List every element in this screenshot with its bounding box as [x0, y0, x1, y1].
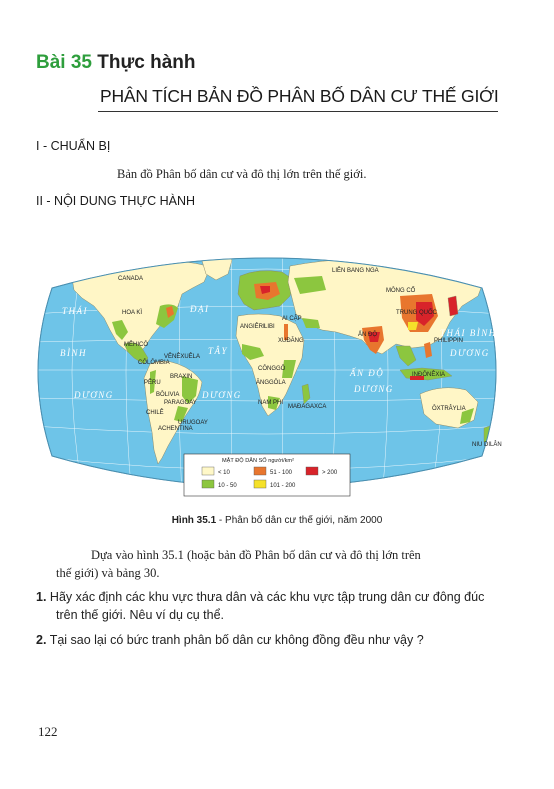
- question-1-number: 1.: [36, 590, 47, 604]
- label-philippin: PHILIPPIN: [434, 338, 464, 344]
- label-angieri: ANGIÊRI: [240, 324, 265, 330]
- title-underline: [98, 111, 498, 112]
- ocean-label-thai-binh-right: THÁI BÌNH: [440, 328, 497, 338]
- label-angola: ĂNGGÔLA: [256, 380, 286, 386]
- label-canada: CANADA: [118, 276, 144, 282]
- question-2: [36, 633, 424, 647]
- label-paraguay: PARAGOAY: [164, 400, 197, 406]
- section-2-heading: II - NỘI DUNG THỰC HÀNH: [36, 194, 196, 208]
- label-libi: LIBI: [264, 324, 275, 330]
- map-legend: [184, 454, 350, 496]
- intro-line-1: Dựa vào hình 35.1 (hoặc bản đồ Phân bố dân cư và đô thị lớn trên: [91, 548, 421, 562]
- legend-title: MẬT ĐỘ DÂN SỐ người/km²: [222, 458, 294, 464]
- legend-swatch-2: [306, 467, 318, 475]
- figure-label: Hình 35.1: [171, 515, 217, 526]
- lesson-title: PHÂN TÍCH BẢN ĐỒ PHÂN BỐ DÂN CƯ THẾ GIỚI: [100, 86, 499, 106]
- legend-swatch-0: [202, 467, 214, 475]
- ocean-label-duong-atlantic: DƯƠNG: [202, 390, 242, 400]
- label-trung-quoc: TRUNG QUỐC: [396, 310, 437, 316]
- section-1-heading: I - CHUẨN BỊ: [36, 139, 111, 153]
- ocean-label-duong-right: DƯƠNG: [450, 348, 490, 358]
- ocean-label-binh: BÌNH: [60, 348, 87, 358]
- legend-label-2: > 200: [322, 470, 338, 476]
- label-nam-phi: NAM PHI: [258, 400, 284, 406]
- ocean-label-duong: DƯƠNG: [74, 390, 114, 400]
- label-indonexia: INĐÔNÊXIA: [412, 372, 446, 378]
- label-madagaxca: MAĐAGAXCA: [288, 404, 327, 410]
- label-braxin: BRAXIN: [170, 374, 193, 380]
- question-2-number: 2.: [36, 633, 47, 647]
- world-population-map: [32, 236, 502, 508]
- question-1-line-1: Hãy xác định các khu vực thưa dân và các khu vực tập trung dân cư đông đúc: [49, 590, 485, 604]
- legend-label-4: 101 - 200: [270, 483, 296, 489]
- legend-swatch-3: [202, 480, 214, 488]
- legend-swatch-4: [254, 480, 266, 488]
- label-an-do: ẤN ĐỘ: [358, 332, 378, 338]
- ocean-label-an: ẤN ĐỘ: [350, 368, 385, 378]
- label-lien-bang-nga: LIÊN BANG NGA: [332, 268, 379, 274]
- label-niudilan: NIU DILÂN: [472, 442, 502, 448]
- label-oxtraylia: ÔXTRÂYLIA: [432, 406, 466, 412]
- ocean-label-dai: ĐẠI: [190, 304, 210, 314]
- ocean-label-tay: TÂY: [208, 346, 229, 356]
- label-chile: CHILÊ: [146, 410, 164, 416]
- label-mong-co: MÔNG CỔ: [386, 288, 416, 294]
- legend-swatch-1: [254, 467, 266, 475]
- question-2-line-1: Tại sao lại có bức tranh phân bố dân cư không đồng đều như vậy ?: [49, 633, 424, 647]
- label-xu-dang: XUĐĂNG: [278, 338, 304, 344]
- lesson-label: Thực hành: [97, 52, 196, 73]
- label-peru: PÊRU: [144, 380, 161, 386]
- question-1: [36, 590, 484, 604]
- label-bolivia: BÔLIVIA: [156, 392, 180, 398]
- section-1-text: Bản đồ Phân bố dân cư và đô thị lớn trên thế giới.: [117, 167, 367, 181]
- lesson-number: Bài 35: [36, 52, 92, 73]
- page-number: 122: [38, 724, 58, 739]
- figure-caption-text: - Phân bố dân cư thế giới, năm 2000: [216, 515, 383, 526]
- japan-land: [448, 296, 458, 316]
- label-uruguay: URUGOAY: [178, 420, 208, 426]
- ocean-label-thai: THÁI: [62, 306, 88, 316]
- legend-label-3: 10 - 50: [218, 483, 237, 489]
- label-colombia: CÔLÔMBIA: [138, 360, 170, 366]
- question-1-line-2: trên thế giới. Nêu ví dụ cụ thể.: [56, 608, 225, 622]
- legend-label-0: < 10: [218, 470, 230, 476]
- intro-line-2: thế giới) và bảng 30.: [56, 566, 160, 580]
- label-argentina: ACHENTINA: [158, 426, 193, 432]
- ocean-label-duong-indian: DƯƠNG: [354, 384, 394, 394]
- label-congo: CÔNGGÔ: [258, 366, 286, 372]
- legend-label-1: 51 - 100: [270, 470, 293, 476]
- figure-caption: [0, 515, 554, 526]
- lesson-heading: [36, 52, 195, 74]
- label-venezuela: VÊNÊXUÊLA: [164, 354, 201, 360]
- label-hoa-ki: HOA KÌ: [122, 310, 143, 316]
- label-mehico: MÊHICÔ: [124, 342, 148, 348]
- label-ai-cap: AI CẬP: [282, 316, 302, 322]
